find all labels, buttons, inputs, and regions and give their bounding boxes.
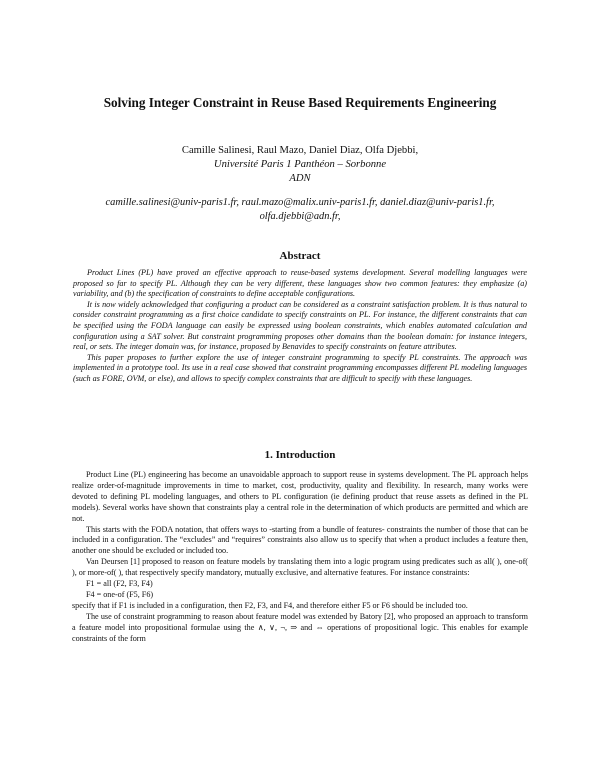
abstract-paragraph-3: This paper proposes to further explore the use of integer constraint programming to specify PL constraints. The approach was implemented in a prototype tool. Its use in a real case showed that constraint programming encompasses different PL modeling languages (such as FORE, OVM, or else), and allows to specify complex constraints that are difficult to specify with these languages. xyxy=(73,352,527,383)
email-line-1: camille.salinesi@univ-paris1.fr, raul.mazo@malix.univ-paris1.fr, daniel.diaz@univ-paris1.fr, xyxy=(105,197,495,208)
formula-1: F1 = all (F2, F3, F4) xyxy=(86,579,153,589)
author-block xyxy=(0,144,600,186)
author-emails xyxy=(60,196,540,224)
intro-paragraph-5: The use of constraint programming to reason about feature model was extended by Batory [2], who proposed an approach to transform a feature model into propositional formulae using the ∧, ∨, ¬, ⇒ and ⇔ operations of propositional logic. This enables for example constraints of the form xyxy=(72,611,528,643)
author-affiliation: Université Paris 1 Panthéon – Sorbonne xyxy=(213,159,387,170)
intro-paragraph-1: Product Line (PL) engineering has become an unavoidable approach to support reuse in systems development. The PL approach helps realize order-of-magnitude improvements in time to market, cost, productivity, quality and flexibility. In research, many works were devoted to defining PL modeling languages, and others to PL configuration (ie defining product that reuse assets as defined in the PL models). Several works have shown that constraints play a central role in the determination of which products are permitted and which are not. xyxy=(72,470,528,523)
author-names: Camille Salinesi, Raul Mazo, Daniel Diaz, Olfa Djebbi, xyxy=(181,145,419,156)
formula-2: F4 = one-of (F5, F6) xyxy=(86,589,154,599)
abstract-paragraph-1: Product Lines (PL) have proved an effective approach to reuse-based systems development. Several modelling languages were proposed so far to specify PL. Although they can be very different, these languages show two common features: they emphasize (a) variability, and (b) the specification of constraints to define acceptable configurations. xyxy=(73,268,527,299)
introduction-text xyxy=(72,470,528,645)
abstract-paragraph-2: It is now widely acknowledged that configuring a product can be considered as a constraint satisfaction problem. It is thus natural to consider constraint programming as a first choice candidate to specify constraints on PL. For instance, the different constraints that can be specified using the FODA language can easily be expressed using boolean constraints, which enables automated calculation and configuration using a SAT solver. But constraint programming proposes other domains than the boolean domain: for instance integers, real, or sets. The integer domain was, for instance, proposed by Benavides to specify constraints on feature attributes. xyxy=(73,299,527,352)
abstract-text xyxy=(73,268,527,385)
intro-paragraph-2: This starts with the FODA notation, that offers ways to -starting from a bundle of features- constraints the number of those that can be included in a configuration. The “excludes” and “requires” constraints also allow us to specify that when a product includes a feature then, another one should be excluded or included too. xyxy=(72,524,528,556)
author-unit: ADN xyxy=(289,173,311,184)
intro-paragraph-4: specify that if F1 is included in a configuration, then F2, F3, and F4, and therefore either F5 or F6 should be included too. xyxy=(72,600,468,610)
email-line-2: olfa.djebbi@adn.fr, xyxy=(259,211,341,222)
intro-paragraph-3: Van Deursen [1] proposed to reason on feature models by translating them into a logic program using predicates such as all( ), one-of( ), or more-of( ), that respectively specify mandatory, mutually exclusive, and alternative features. For instance constraints: xyxy=(72,557,528,578)
paper-title: Solving Integer Constraint in Reuse Based Requirements Engineering xyxy=(103,95,497,110)
abstract-heading: Abstract xyxy=(279,250,321,262)
introduction-heading: 1. Introduction xyxy=(264,449,336,461)
